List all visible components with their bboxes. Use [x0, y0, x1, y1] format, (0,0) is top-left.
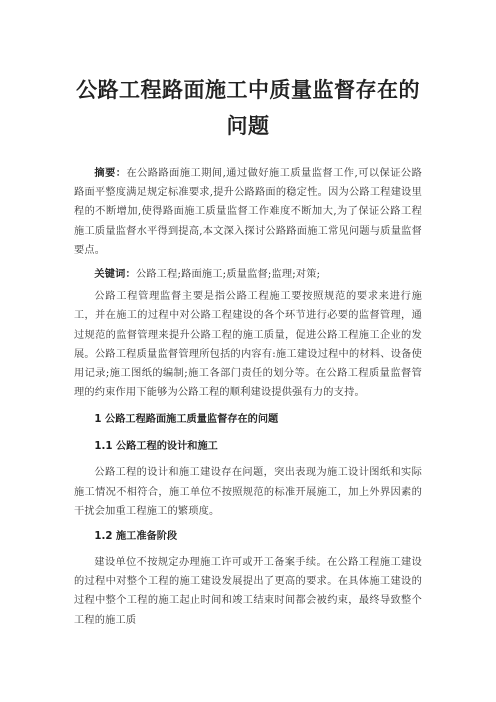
section-1-2-heading: 1.2 施工准备阶段 — [94, 531, 178, 543]
section-1-1-heading: 1.1 公路工程的设计和施工 — [94, 441, 218, 453]
section-1-heading: 1 公路工程路面施工质量监督存在的问题 — [94, 414, 279, 426]
intro-paragraph: 公路工程管理监督主要是指公路工程施工要按照规范的要求来进行施工，并在施工的过程中对公路工程建设的各个环节进行必要的监督管理，通过规范的监督管理来提升公路工程的施工质量，促进公路工程施工企业的发展。公路工程质量监督管理所包括的内容有:施工建设过程中的材料、设备使用记录;施工图纸的编制;施工各部门责任的划分等。在公路工程质量监督管理的约束作用下能够为公路工程的顺利建设提供强有力的支持。 — [74, 291, 422, 399]
abstract-text: 在公路路面施工期间,通过做好施工质量监督工作,可以保证公路路面平整度满足规定标准要求,提升公路路面的稳定性。因为公路工程建设里程的不断增加,使得路面施工质量监督工作难度不断加大,为了保证公路工程施工质量监督水平得到提高,本文深入探讨公路路面施工常见问题与质量监督要点。 — [74, 168, 422, 256]
keywords-paragraph — [74, 265, 422, 284]
keywords-label: 关键词： — [94, 269, 136, 281]
abstract-label: 摘要： — [94, 168, 127, 179]
abstract-paragraph — [74, 164, 422, 260]
keywords-text: 公路工程;路面施工;质量监督;监理;对策; — [135, 269, 321, 281]
document-title: 公路工程路面施工中质量监督存在的问题 — [76, 78, 420, 138]
section-1-2-paragraph: 建设单位不按规定办理施工许可或开工备案手续。在公路工程施工建设的过程中对整个工程的施工建设发展提出了更高的要求。在具体施工建设的过程中整个工程的施工起止时间和竣工结束时间都会被约束，最终导致整个工程的施工质 — [74, 557, 422, 626]
section-1-1-paragraph: 公路工程的设计和施工建设存在问题，突出表现为施工设计图纸和实际施工情况不相符合，施工单位不按照规范的标准开展施工，加上外界因素的干扰会加重工程施工的繁琐度。 — [74, 467, 422, 517]
